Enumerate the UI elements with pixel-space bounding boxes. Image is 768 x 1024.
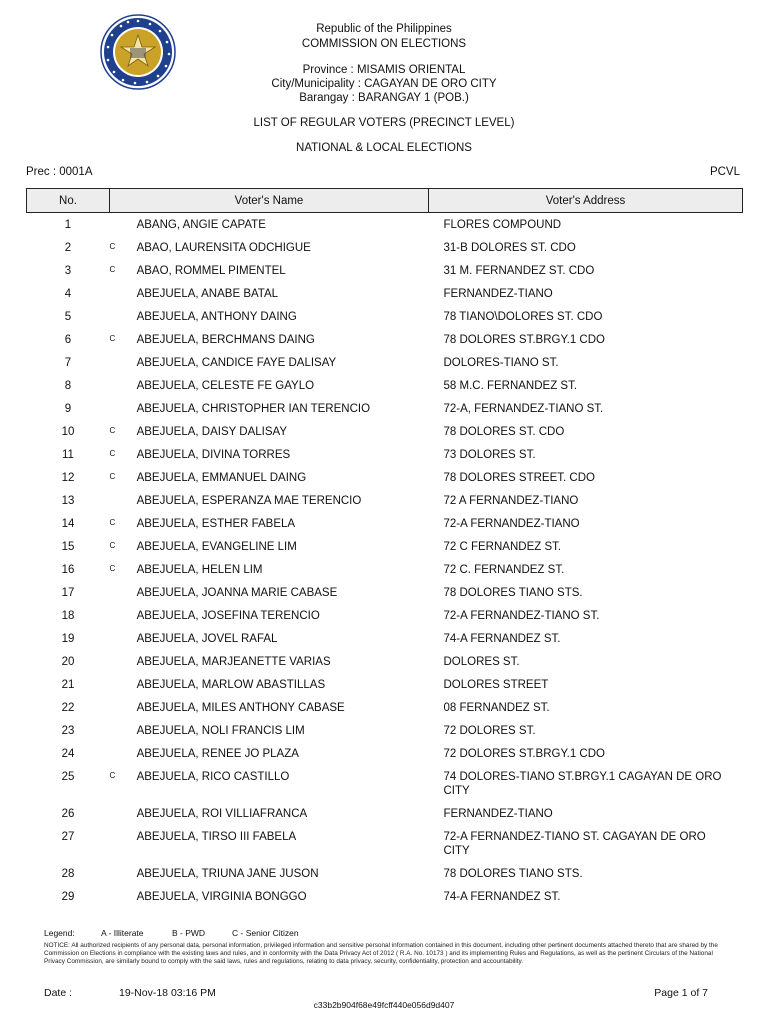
header-city: City/Municipality : CAGAYAN DE ORO CITY — [271, 78, 497, 90]
table-row — [27, 397, 743, 420]
date-value: 19-Nov-18 03:16 PM — [119, 987, 216, 999]
voter-name: ABEJUELA, DAISY DALISAY — [136, 426, 287, 438]
row-number: 26 — [61, 808, 75, 820]
privacy-notice: NOTICE: All authorized recipients of any personal data, personal information, privileged information and sensitive personal information contained in this document, including other pertinent documents attached thereto that are shared by the Commission on Elections in compliance with the existing laws and rules, and in conformity with the Data Privacy Act of 2012 ( R.A. No. 10173 ) and its implementing Rules and Regulations, as well as the pertinent Circulars of the National Privacy Commission, are similarly bound to comply with the said laws, rules and regulations, relating to data privacy, security, confidentiality, protection and accountability. — [44, 942, 718, 965]
row-classification-mark — [110, 802, 137, 825]
row-number: 17 — [61, 587, 75, 599]
voter-name: ABEJUELA, MILES ANTHONY CABASE — [136, 702, 345, 714]
legend-pwd: B - PWD — [172, 928, 206, 938]
row-number: 2 — [64, 242, 72, 254]
row-classification-mark — [110, 489, 137, 512]
row-number: 19 — [61, 633, 75, 645]
row-classification-mark: C — [109, 426, 116, 435]
row-classification-mark — [110, 397, 137, 420]
row-classification-mark — [110, 604, 137, 627]
row-number: 12 — [61, 472, 75, 484]
row-number: 22 — [61, 702, 75, 714]
voter-address: 72-A FERNANDEZ-TIANO ST. — [443, 610, 600, 622]
row-classification-mark: C — [109, 242, 116, 251]
voter-name: ABEJUELA, RICO CASTILLO — [136, 771, 290, 783]
table-row — [27, 489, 743, 512]
voter-address: FERNANDEZ-TIANO — [443, 808, 553, 820]
table-row — [27, 765, 743, 802]
voter-name: ABEJUELA, ESPERANZA MAE TERENCIO — [136, 495, 362, 507]
table-row — [27, 696, 743, 719]
row-classification-mark: C — [109, 771, 116, 780]
header-barangay: Barangay : BARANGAY 1 (POB.) — [299, 92, 469, 104]
row-classification-mark — [110, 374, 137, 397]
table-row — [27, 328, 743, 351]
table-row — [27, 282, 743, 305]
header-republic: Republic of the Philippines — [316, 23, 452, 35]
voter-name: ABEJUELA, TRIUNA JANE JUSON — [136, 868, 319, 880]
header-province: Province : MISAMIS ORIENTAL — [302, 64, 466, 76]
table-row — [27, 305, 743, 328]
voter-address: 73 DOLORES ST. — [443, 449, 536, 461]
row-classification-mark — [110, 862, 137, 885]
row-classification-mark: C — [109, 472, 116, 481]
voter-name: ABEJUELA, ROI VILLIAFRANCA — [136, 808, 308, 820]
voter-name: ABEJUELA, ANTHONY DAING — [136, 311, 297, 323]
row-classification-mark — [110, 627, 137, 650]
row-classification-mark — [110, 213, 137, 237]
row-number: 14 — [61, 518, 75, 530]
voter-address: 78 TIANO\DOLORES ST. CDO — [443, 311, 603, 323]
row-number: 28 — [61, 868, 75, 880]
voter-name: ABEJUELA, JOANNA MARIE CABASE — [136, 587, 338, 599]
precinct-label: Prec : 0001A — [26, 166, 93, 178]
table-row — [27, 627, 743, 650]
voter-address: FERNANDEZ-TIANO — [443, 288, 553, 300]
voter-address: DOLORES-TIANO ST. — [443, 357, 559, 369]
voter-name: ABEJUELA, JOSEFINA TERENCIO — [136, 610, 320, 622]
table-row — [27, 420, 743, 443]
row-number: 13 — [61, 495, 75, 507]
voter-address: 74-A FERNANDEZ ST. — [443, 633, 561, 645]
row-number: 7 — [64, 357, 72, 369]
table-row — [27, 443, 743, 466]
voter-name: ABEJUELA, DIVINA TORRES — [136, 449, 291, 461]
voter-address: 31 M. FERNANDEZ ST. CDO — [443, 265, 595, 277]
table-row — [27, 236, 743, 259]
table-row — [27, 558, 743, 581]
voter-address: 72-A, FERNANDEZ-TIANO ST. — [443, 403, 604, 415]
voter-name: ABEJUELA, TIRSO III FABELA — [136, 831, 297, 843]
row-number: 29 — [61, 891, 75, 903]
voter-name: ABEJUELA, MARJEANETTE VARIAS — [136, 656, 331, 668]
table-row — [27, 604, 743, 627]
column-header-no: No. — [27, 189, 110, 213]
row-number: 16 — [61, 564, 75, 576]
table-row — [27, 535, 743, 558]
table-row — [27, 581, 743, 604]
row-number: 1 — [64, 219, 72, 231]
table-row — [27, 351, 743, 374]
table-row — [27, 885, 743, 908]
table-row — [27, 466, 743, 489]
voter-name: ABEJUELA, VIRGINIA BONGGO — [136, 891, 307, 903]
legend-label: Legend: — [44, 928, 75, 938]
voter-address: 72 DOLORES ST.BRGY.1 CDO — [443, 748, 605, 760]
table-row — [27, 742, 743, 765]
voter-name: ABEJUELA, RENEE JO PLAZA — [136, 748, 299, 760]
row-classification-mark — [110, 825, 137, 862]
voter-rows — [27, 213, 743, 909]
voter-address: 74 DOLORES-TIANO ST.BRGY.1 CAGAYAN DE ORO CITY — [443, 771, 722, 797]
row-number: 23 — [61, 725, 75, 737]
row-number: 21 — [61, 679, 75, 691]
voter-name: ABEJUELA, CELESTE FE GAYLO — [136, 380, 315, 392]
table-row — [27, 213, 743, 237]
voter-name: ABEJUELA, JOVEL RAFAL — [136, 633, 278, 645]
table-row — [27, 719, 743, 742]
voter-address: 31-B DOLORES ST. CDO — [443, 242, 576, 254]
row-classification-mark: C — [109, 334, 116, 343]
list-code: PCVL — [709, 166, 740, 178]
voter-address: 08 FERNANDEZ ST. — [443, 702, 550, 714]
date-label: Date : — [44, 987, 73, 999]
voter-name: ABEJUELA, EMMANUEL DAING — [136, 472, 307, 484]
voter-address: 78 DOLORES ST. CDO — [443, 426, 565, 438]
row-number: 24 — [61, 748, 75, 760]
voter-name: ABEJUELA, CANDICE FAYE DALISAY — [136, 357, 337, 369]
voter-name: ABEJUELA, NOLI FRANCIS LIM — [136, 725, 305, 737]
document-hash: c33b2b904f68e49fcff440e056d9d407 — [313, 1000, 455, 1010]
voter-address: DOLORES STREET — [443, 679, 549, 691]
row-classification-mark — [110, 742, 137, 765]
row-classification-mark — [110, 696, 137, 719]
table-row — [27, 862, 743, 885]
row-classification-mark — [110, 305, 137, 328]
row-number: 9 — [64, 403, 72, 415]
row-classification-mark — [110, 581, 137, 604]
voter-address: 72 C FERNANDEZ ST. — [443, 541, 562, 553]
table-header-row — [27, 189, 743, 213]
column-header-address: Voter's Address — [429, 189, 743, 213]
voter-name: ABEJUELA, ANABE BATAL — [136, 288, 279, 300]
voter-address: 72 C. FERNANDEZ ST. — [443, 564, 565, 576]
row-number: 18 — [61, 610, 75, 622]
list-title: LIST OF REGULAR VOTERS (PRECINCT LEVEL) — [253, 117, 515, 129]
table-row — [27, 650, 743, 673]
voter-address: 72 DOLORES ST. — [443, 725, 536, 737]
voter-address: 78 DOLORES STREET. CDO — [443, 472, 595, 484]
row-classification-mark — [110, 351, 137, 374]
voter-address: 72-A FERNANDEZ-TIANO — [443, 518, 580, 530]
legend-illiterate: A - Illiterate — [101, 928, 144, 938]
row-classification-mark — [110, 650, 137, 673]
table-row — [27, 673, 743, 696]
voter-address: 78 DOLORES TIANO STS. — [443, 587, 583, 599]
table-row — [27, 512, 743, 535]
voter-address: 74-A FERNANDEZ ST. — [443, 891, 561, 903]
voter-address: 58 M.C. FERNANDEZ ST. — [443, 380, 578, 392]
table-row — [27, 374, 743, 397]
table-row — [27, 259, 743, 282]
voter-address: 72-A FERNANDEZ-TIANO ST. CAGAYAN DE ORO CITY — [443, 831, 706, 857]
voter-name: ABAO, ROMMEL PIMENTEL — [136, 265, 286, 277]
row-number: 3 — [64, 265, 72, 277]
page-indicator: Page 1 of 7 — [654, 987, 708, 999]
voter-name: ABANG, ANGIE CAPATE — [136, 219, 266, 231]
voter-name: ABEJUELA, MARLOW ABASTILLAS — [136, 679, 326, 691]
voter-name: ABAO, LAURENSITA ODCHIGUE — [136, 242, 311, 254]
row-number: 27 — [61, 831, 75, 843]
row-classification-mark — [110, 673, 137, 696]
table-row — [27, 802, 743, 825]
row-classification-mark — [110, 885, 137, 908]
legend-senior-citizen: C - Senior Citizen — [232, 928, 299, 938]
voter-name: ABEJUELA, ESTHER FABELA — [136, 518, 296, 530]
voter-name: ABEJUELA, BERCHMANS DAING — [136, 334, 315, 346]
row-classification-mark — [110, 282, 137, 305]
voters-table — [26, 188, 743, 908]
row-number: 15 — [61, 541, 75, 553]
row-number: 11 — [62, 449, 74, 461]
row-classification-mark: C — [109, 265, 116, 274]
column-header-name: Voter's Name — [110, 189, 429, 213]
row-classification-mark: C — [109, 541, 116, 550]
voter-address: DOLORES ST. — [443, 656, 520, 668]
row-number: 25 — [61, 771, 75, 783]
row-classification-mark — [110, 719, 137, 742]
row-number: 4 — [64, 288, 72, 300]
voter-name: ABEJUELA, EVANGELINE LIM — [136, 541, 297, 553]
voter-address: 78 DOLORES TIANO STS. — [443, 868, 583, 880]
table-row — [27, 825, 743, 862]
row-classification-mark: C — [109, 518, 116, 527]
voter-name: ABEJUELA, HELEN LIM — [136, 564, 263, 576]
voter-address: FLORES COMPOUND — [443, 219, 562, 231]
row-number: 6 — [64, 334, 72, 346]
row-number: 10 — [61, 426, 75, 438]
row-number: 20 — [61, 656, 75, 668]
election-title: NATIONAL & LOCAL ELECTIONS — [296, 142, 472, 154]
voter-address: 78 DOLORES ST.BRGY.1 CDO — [443, 334, 605, 346]
row-classification-mark: C — [109, 449, 116, 458]
legend — [44, 928, 299, 938]
row-classification-mark: C — [109, 564, 116, 573]
header-commission: COMMISSION ON ELECTIONS — [301, 38, 467, 50]
voter-address: 72 A FERNANDEZ-TIANO — [443, 495, 579, 507]
row-number: 5 — [64, 311, 72, 323]
voter-name: ABEJUELA, CHRISTOPHER IAN TERENCIO — [136, 403, 371, 415]
row-number: 8 — [64, 380, 72, 392]
